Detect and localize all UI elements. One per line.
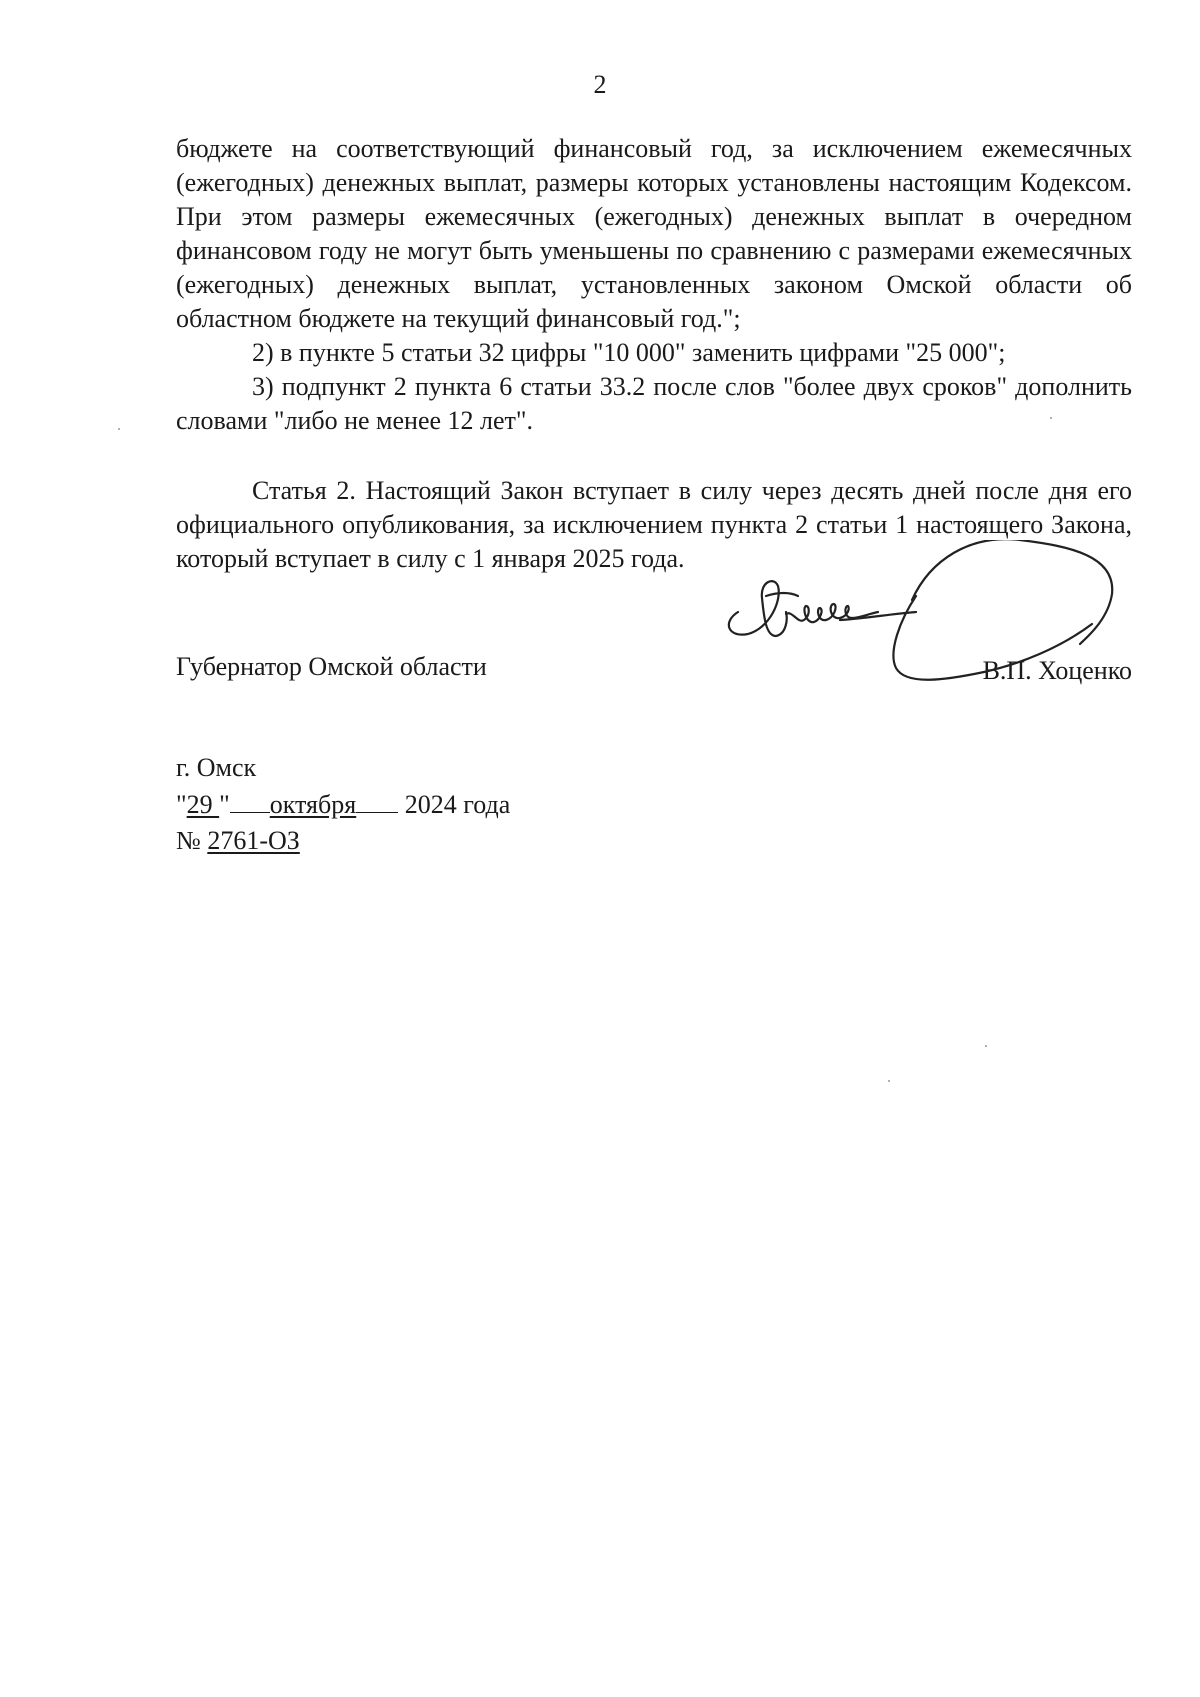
scan-speck bbox=[888, 1080, 890, 1082]
document-body bbox=[176, 132, 1132, 576]
signer-name: В.П. Хоценко bbox=[982, 656, 1132, 685]
paragraph-continuation: бюджете на соответствующий финансовый год, за исключением ежемесячных (ежегодных) денежных выплат, размеры которых установлены настоящим Кодексом. При этом размеры ежемесячных (ежегодных) денежных выплат в очередном финансовом году не могут быть уменьшены по сравнению с размерами ежемесячных (ежегодных) денежных выплат, установленных законом Омской области об областном бюджете на текущий финансовый год."; bbox=[176, 134, 1132, 333]
date-quote-close: " bbox=[219, 790, 230, 819]
city-line bbox=[176, 750, 510, 786]
handwritten-signature bbox=[720, 540, 1120, 740]
list-item-2: 2) в пункте 5 статьи 32 цифры "10 000" заменить цифрами "25 000"; bbox=[252, 338, 1006, 367]
doc-number-line bbox=[176, 823, 510, 859]
date-line bbox=[176, 786, 510, 823]
scan-speck bbox=[985, 1045, 987, 1047]
city: г. Омск bbox=[176, 753, 257, 782]
list-item-3: 3) подпункт 2 пункта 6 статьи 33.2 после слов "более двух сроков" дополнить словами "либо не менее 12 лет". bbox=[176, 372, 1132, 435]
date-year: 2024 года bbox=[404, 790, 511, 819]
position-title: Губернатор Омской области bbox=[176, 652, 487, 681]
scan-speck bbox=[118, 428, 120, 430]
paragraph-gap bbox=[176, 438, 1132, 474]
date-blank-before-month bbox=[230, 786, 270, 813]
page-number: 2 bbox=[593, 70, 607, 99]
scan-speck bbox=[1050, 417, 1052, 419]
article-2-paragraph: Статья 2. Настоящий Закон вступает в силу через десять дней после дня его официального опубликования, за исключением пункта 2 статьи 1 настоящего Закона, который вступает в силу с 1 января 2025 года. bbox=[176, 476, 1132, 573]
document-footer bbox=[176, 750, 510, 859]
doc-number: 2761-ОЗ bbox=[207, 826, 300, 855]
date-day: 29 bbox=[186, 790, 220, 819]
number-sign: № bbox=[176, 826, 201, 855]
date-blank-after-month bbox=[356, 786, 398, 813]
date-quote-open: " bbox=[176, 790, 187, 819]
date-month: октября bbox=[269, 790, 357, 819]
